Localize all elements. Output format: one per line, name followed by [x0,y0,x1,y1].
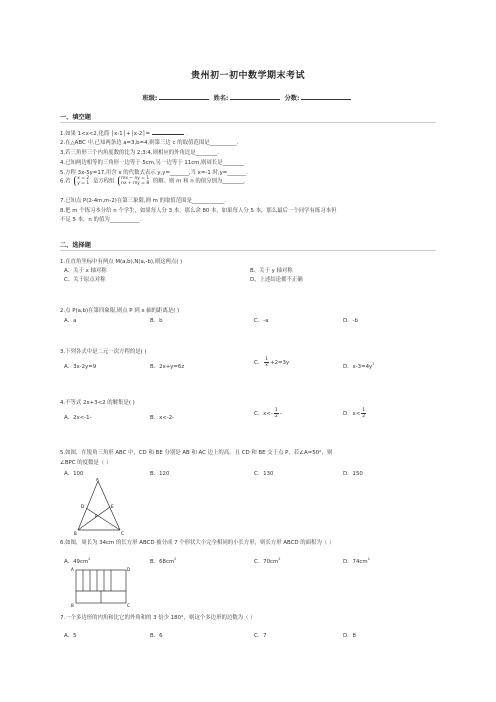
option-label: C． [254,360,264,366]
choice-q1-option-c[interactable]: C、关于原点对称 [64,277,106,283]
student-info-row [0,93,496,102]
fill-q6-suffix: 的解。则 m 和 n 的值分别为________. [152,178,246,185]
choice-q2-option-a[interactable]: A．a [64,318,77,324]
equation-system-2 [118,176,149,186]
choice-q4-option-d[interactable] [343,408,367,419]
fill-question-8-line1: 8.把 m 个练习本分给 n 个学生，如果每人分 3 本，那么余 80 本，如果每人分 5 本，那么最后一个同学有练习本但 [60,208,337,214]
fraction-denominator: 2 [362,414,366,419]
choice-q3-option-d[interactable] [343,362,374,370]
choice-q5-option-d[interactable]: D．150 [343,471,363,477]
label-b: B [74,531,77,536]
name-label: 姓名: [213,95,229,102]
fraction-numerator: 1 [274,408,278,413]
option-text: D．74cm [343,559,368,565]
sys1-eq1: x = 2 [77,176,90,181]
choice-question-7: 7.一个多边形的内角和比它的外角和的 3 倍少 180°，则这个多边形的边数为（ ） [60,615,256,621]
option-text: D．x< [343,411,361,417]
label-a: A [71,567,74,572]
fill-q6-mid: 是方程组 [92,178,115,185]
fill-q1-text: 1.如果 1<x<2,化简 │x-1│+│x-2│= [60,131,151,137]
name-blank[interactable] [230,93,280,100]
choice-q3-option-b[interactable]: B．2x+y=6z [150,364,185,370]
choice-question-5-line2: ∠BPC 的度数是（ ） [60,460,112,466]
sys1-eq2: y = 1 [77,181,90,187]
exponent: 2 [367,557,370,561]
fill-q6-prefix: 6.若 [60,178,71,185]
choice-question-5-line1: 5.如图，在锐角三角形 ABC 中，CD 和 BE 分别是 AB 和 AC 边上的高，且 CD 和 BE 交于点 P，若∠A=50°，则 [60,450,333,456]
fill-question-2: 2.在△ABC 中,已知两条边 a=3,b=4,则第三边 c 的取值范围是__________. [60,140,239,146]
choice-q6-option-b[interactable] [150,557,176,565]
choice-q5-option-b[interactable]: B．120 [150,471,170,477]
choice-question-3: 3.下列各式中是二元一次方程的是( ) [60,349,147,355]
exponent: 2 [372,362,375,366]
fill-question-3: 3.若三角形三个内角度数的比为 2:3:4,则相应的外角比是________. [60,150,219,156]
fill-question-1: 1.如果 1<x<2,化简 │x-1│+│x-2│= . [60,128,188,137]
section-divider [60,122,436,123]
choice-q2-option-d[interactable]: D．-b [343,318,358,324]
option-text: C．70cm [254,559,279,565]
class-blank[interactable] [159,93,209,100]
fill-q1-blank[interactable] [152,128,184,135]
sys2-eq1: mx − ny = 1 [121,176,150,181]
choice-q3-option-c[interactable] [254,357,289,368]
fraction [274,408,279,419]
exponent: 2 [278,557,281,561]
section-divider [60,250,436,251]
choice-question-4: 4.不等式 2x+3<2 的解集是( ) [60,400,135,406]
choice-q3-option-a[interactable]: A．3x-2y=9 [64,364,97,370]
label-b: B [71,603,74,608]
choice-q7-option-b[interactable]: B．6 [150,633,163,639]
label-d: D [127,567,131,572]
label-a: A [96,478,99,482]
label-c: C [127,603,130,608]
label-p: P [95,514,98,519]
fill-question-6 [60,176,246,186]
choice-q4-option-a[interactable]: A．2x<-1- [64,415,92,421]
choice-q4-option-c[interactable] [254,408,282,419]
triangle-figure [72,478,132,536]
option-text: D．x-3=4y [343,364,373,370]
fill-question-4: 4.已知两边相等的三角形一边等于 5cm,另一边等于 11cm,则周长是________. [60,160,246,166]
page-title: 贵州初一初中数学期末考试 [190,71,305,81]
choice-question-1: 1.在直角坐标中有两点 M(a,b),N(a,-b),则这两点( ) [60,259,183,265]
equation-system-1 [74,176,89,186]
fill-question-8-line2: 不足 5 本，n 的值为___________. [60,217,142,223]
choice-q1-option-b[interactable]: B、关于 y 轴对称 [250,268,293,274]
fill-question-7: 7.已知点 P(2-4m,m-2)在第三象限,则 m 的取值范围是____________. [60,198,227,204]
choice-q1-option-d[interactable]: D、上述结论都不正确 [250,277,303,283]
option-text: - [279,411,282,417]
choice-q6-option-d[interactable] [343,557,370,565]
fraction [264,357,269,368]
choice-question-2: 2.点 P(a,b)在第四象限,则点 P 到 x 轴的距离是( ) [60,308,180,314]
option-text: C．x<- [254,411,273,417]
fraction-numerator: 1 [265,357,269,362]
exponent: 2 [174,557,177,561]
choice-q5-option-a[interactable]: A．100 [64,471,84,477]
fraction-denominator: x [265,363,268,368]
choice-q7-option-c[interactable]: C．7 [254,633,267,639]
choice-q4-option-b[interactable]: B．x<-2- [150,415,175,421]
label-e: E [111,504,114,509]
choice-q5-option-c[interactable]: C．130 [254,471,274,477]
score-blank[interactable] [301,93,351,100]
rectangle-figure [70,566,132,608]
option-text: B．68cm [150,559,175,565]
option-text: A．49cm [64,559,89,565]
fraction [361,408,366,419]
label-c: C [121,531,124,536]
fraction-numerator: 1 [362,408,366,413]
fill-question-5: 5.方程 3x-5y=17,用含 x 的代数式表示 y,y=_______,当 x=-1 时,y=_______. [60,170,248,176]
choice-q7-option-d[interactable]: D．8 [343,633,356,639]
choice-q6-option-a[interactable] [64,557,90,565]
choice-q2-option-b[interactable]: B．b [150,318,163,324]
choice-q1-option-a[interactable]: A、关于 x 轴对称 [64,268,107,274]
class-label: 班级: [142,95,158,102]
label-d: D [81,504,85,509]
option-text: +2=3y [270,360,290,366]
choice-q7-option-a[interactable]: A．5 [64,633,77,639]
sys2-eq2: nx + my = 8 [121,181,150,187]
score-label: 分数: [284,95,300,102]
choice-q2-option-c[interactable]: C．-a [254,318,269,324]
exponent: 2 [88,557,91,561]
choice-q6-option-c[interactable] [254,557,280,565]
fraction-denominator: 2 [274,414,278,419]
section-heading-choice: 二、选择题 [60,242,91,249]
section-heading-fill: 一、填空题 [60,114,91,121]
choice-question-6: 6.如图，周长为 34cm 的长方形 ABCD 被分成 7 个形状大小完全相同的小长方形，则长方形 ABCD 的面积为（ ） [60,540,335,546]
